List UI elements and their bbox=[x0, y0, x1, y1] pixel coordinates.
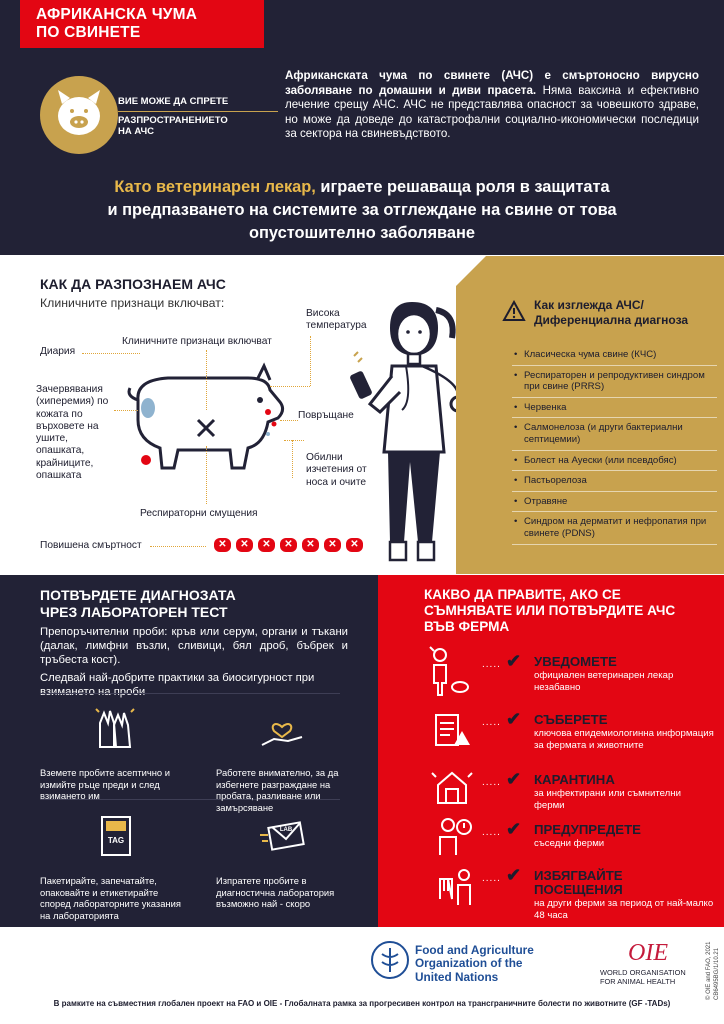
action-item bbox=[534, 713, 714, 751]
dead-pig-icon: ✕ bbox=[302, 538, 319, 552]
page-title bbox=[20, 0, 264, 48]
pointer-line bbox=[114, 410, 138, 411]
dotted-connector: ..... bbox=[482, 827, 501, 838]
fao-line-1: Food and Agriculture bbox=[415, 943, 534, 957]
warning-person-icon bbox=[434, 815, 474, 859]
symptom-diarrhea: Диария bbox=[40, 346, 76, 357]
slogan bbox=[118, 96, 278, 138]
intro-bold: Африканската чума по свинете (АЧС) е смъртоносно вирусно заболяване по домашни и диви прасета. bbox=[285, 69, 699, 97]
footer-note: В рамките на съвместния глобален проект на FAO и OIE - Глобалната рамка за прогресивен контрол на трансграничните болести по животните (GF -TADs) bbox=[53, 999, 671, 1008]
check-icon: ✔ bbox=[506, 709, 522, 729]
pointer-line bbox=[270, 386, 310, 387]
gloves-icon bbox=[92, 703, 138, 749]
pointer-line bbox=[284, 440, 304, 441]
action-heading: ПРЕДУПРЕДЕТЕ bbox=[534, 822, 641, 837]
check-icon: ✔ bbox=[506, 819, 522, 839]
lab-step-3: Пакетирайте, запечатайте, опаковайте и етикетирайте според лабораторните указания на лабораторията bbox=[40, 875, 181, 921]
stop-visits-icon bbox=[434, 865, 474, 909]
warning-icon bbox=[502, 300, 526, 322]
lab-biosecurity-text: Следвай най-добрите практики за биосигурност при взимането на проби bbox=[40, 672, 315, 698]
lab-step-4: Изпратете пробите в диагностична лаборатория възможно най - скоро bbox=[216, 875, 335, 910]
fao-name bbox=[415, 944, 534, 984]
pointer-line bbox=[310, 336, 311, 386]
action-item bbox=[534, 823, 714, 850]
title-line-1: АФРИКАНСКА ЧУМА bbox=[36, 6, 198, 23]
fao-logo-icon bbox=[370, 940, 410, 980]
slogan-line-2: РАЗПРОСТРАНЕНИЕТО bbox=[118, 114, 228, 126]
oie-logo: OIE bbox=[628, 940, 668, 966]
dead-pig-icon: ✕ bbox=[346, 538, 363, 552]
action-description: съседни ферми bbox=[534, 838, 605, 849]
check-icon: ✔ bbox=[506, 651, 522, 671]
pig-logo-icon bbox=[40, 76, 118, 154]
fao-line-3: United Nations bbox=[415, 969, 499, 984]
vet-line-2: и предпазването на системите за отглеждане на свине от това bbox=[107, 201, 617, 219]
differential-item: • Респираторен и репродуктивен синдром при свине (PRRS) bbox=[512, 366, 717, 398]
dotted-connector: ..... bbox=[482, 659, 501, 670]
actions-title-line-2: СЪМНЯВАТЕ ИЛИ ПОТВЪРДИТЕ АЧС bbox=[424, 603, 676, 618]
recognize-title: КАК ДА РАЗПОЗНАЕМ АЧС bbox=[40, 276, 226, 292]
action-heading: УВЕДОМЕТЕ bbox=[534, 654, 617, 669]
intro-paragraph bbox=[285, 69, 699, 142]
symptom-vomiting: Повръщане bbox=[298, 410, 354, 421]
doc-code bbox=[714, 947, 720, 1000]
vet-line-3: опустошително заболяване bbox=[248, 224, 476, 242]
action-item bbox=[534, 869, 714, 921]
document-warning-icon bbox=[432, 711, 472, 751]
symptom-redness: Зачервявания (хиперемия) по кожата по върховете на ушите, опашката, крайниците, опашката bbox=[36, 384, 109, 482]
differential-item: • Синдром на дерматит и нефропатия при свинете (PDNS) bbox=[512, 512, 717, 544]
pointer-line bbox=[150, 546, 206, 547]
pointer-line bbox=[292, 440, 293, 478]
recognize-subtitle: Клиничните признаци включват: bbox=[40, 296, 225, 310]
lab-samples-text: Препоръчителни проби: кръв или серум, органи и тъкани (далак, лимфни възли, сливици, бял дроб, бъбрек и тръбеста кост). bbox=[40, 626, 348, 666]
check-icon: ✔ bbox=[506, 865, 522, 885]
lab-step-2: Работете внимателно, за да избегнете разграждане на пробата, разливане или замърсяване bbox=[216, 767, 339, 813]
action-description: ключова епидемиологинна информация за фермата и животните bbox=[534, 728, 714, 751]
dotted-connector: ..... bbox=[482, 777, 501, 788]
differential-item: • Пастьорелоза bbox=[512, 471, 717, 492]
action-heading: СЪБЕРЕТЕ bbox=[534, 712, 608, 727]
symptom-fever: Висока температура bbox=[306, 308, 367, 332]
lab-title-line-1: ПОТВЪРДЕТЕ ДИАГНОЗАТА bbox=[40, 587, 236, 603]
differential-item: • Червенка bbox=[512, 398, 717, 419]
symptom-clinical: Клиничните признаци включват bbox=[122, 336, 272, 347]
lab-step-1: Вземете пробите асептично и измийте ръце преди и след взимането им bbox=[40, 767, 170, 802]
differential-item: • Отравяне bbox=[512, 492, 717, 513]
differential-list bbox=[512, 345, 717, 545]
copyright bbox=[706, 941, 712, 1000]
differential-item: • Класическа чума свине (КЧС) bbox=[512, 345, 717, 366]
lab-title bbox=[40, 587, 236, 621]
symptom-discharge: Обилни изчетения от носа и очите bbox=[306, 452, 367, 488]
dead-pig-icon: ✕ bbox=[258, 538, 275, 552]
vet-role-statement bbox=[30, 176, 694, 245]
dead-pig-icon: ✕ bbox=[324, 538, 341, 552]
actions-title-line-1: КАКВО ДА ПРАВИТЕ, АКО СЕ bbox=[424, 587, 621, 602]
action-description: на други ферми за период от най-малко 48 часа bbox=[534, 898, 714, 921]
slogan-line-1: ВИЕ МОЖЕ ДА СПРЕТЕ bbox=[118, 96, 278, 112]
pointer-line bbox=[82, 353, 140, 354]
fao-line-2: Organization of the bbox=[415, 956, 523, 971]
differential-title: Как изглежда АЧС/ Диференциална диагноза bbox=[534, 298, 689, 327]
tag-label: TAG bbox=[107, 836, 125, 845]
symptom-respiratory: Респираторни смущения bbox=[140, 508, 258, 519]
oie-name bbox=[600, 968, 686, 986]
check-icon: ✔ bbox=[506, 769, 522, 789]
action-heading: ИЗБЯГВАЙТЕ ПОСЕЩЕНИЯ bbox=[534, 868, 623, 897]
actions-title-line-3: ВЪВ ФЕРМА bbox=[424, 619, 510, 634]
lab-section bbox=[0, 575, 378, 927]
dotted-connector: ..... bbox=[482, 873, 501, 884]
header-section bbox=[0, 0, 724, 255]
dead-pig-icon: ✕ bbox=[236, 538, 253, 552]
intro-rest: Няма ваксина и ефективно лечение срещу АЧС. АЧС не представлява опасност за човешкото здраве, но може да доведе до катастрофални социално-икономически последици за сектора на свиневъдството. bbox=[285, 83, 699, 141]
pointer-line bbox=[206, 446, 207, 504]
dotted-connector: ..... bbox=[482, 717, 501, 728]
pig-symptoms-illustration bbox=[118, 360, 288, 480]
action-description: за инфектирани или съмнителни ферми bbox=[534, 788, 681, 811]
doc-code-text: CB6495BG/1/10.21 bbox=[714, 947, 720, 1000]
lab-envelope-icon bbox=[260, 815, 306, 855]
oie-line-1: WORLD ORGANISATION bbox=[600, 968, 686, 977]
lab-label: LAB bbox=[279, 827, 293, 833]
lab-title-line-2: ЧРЕЗ ЛАБОРАТОРЕН ТЕСТ bbox=[40, 604, 228, 620]
title-line-2: ПО СВИНЕТЕ bbox=[36, 24, 141, 41]
pointer-line bbox=[280, 420, 298, 421]
divider bbox=[40, 693, 340, 694]
symptom-mortality: Повишена смъртност bbox=[40, 540, 142, 551]
differential-item: • Салмонелоза (и други бактериални септицемии) bbox=[512, 418, 717, 450]
actions-section bbox=[378, 575, 724, 927]
dead-pig-icon: ✕ bbox=[280, 538, 297, 552]
differential-item: • Болест на Ауески (или псевдобяс) bbox=[512, 451, 717, 472]
tag-bag-icon bbox=[98, 811, 134, 857]
vet-highlight: Като ветеринарен лекар, bbox=[114, 178, 316, 196]
reporting-person-icon bbox=[426, 645, 472, 697]
action-item bbox=[534, 773, 714, 811]
pointer-line bbox=[206, 350, 207, 410]
action-heading: КАРАНТИНА bbox=[534, 772, 615, 787]
copyright-text: © OIE and FAO, 2021 bbox=[706, 941, 712, 1000]
dead-pig-icon: ✕ bbox=[214, 538, 231, 552]
panel-corner bbox=[456, 256, 486, 286]
oie-line-2: FOR ANIMAL HEALTH bbox=[600, 977, 676, 986]
farm-quarantine-icon bbox=[430, 767, 474, 807]
caring-hand-icon bbox=[258, 711, 306, 751]
actions-title bbox=[424, 587, 714, 635]
action-description: официален ветеринарен лекар незабавно bbox=[534, 670, 674, 693]
action-item bbox=[534, 655, 714, 693]
vet-line-1: играете решаваща роля в защитата bbox=[315, 178, 610, 196]
slogan-line-3: НА АЧС bbox=[118, 126, 155, 137]
